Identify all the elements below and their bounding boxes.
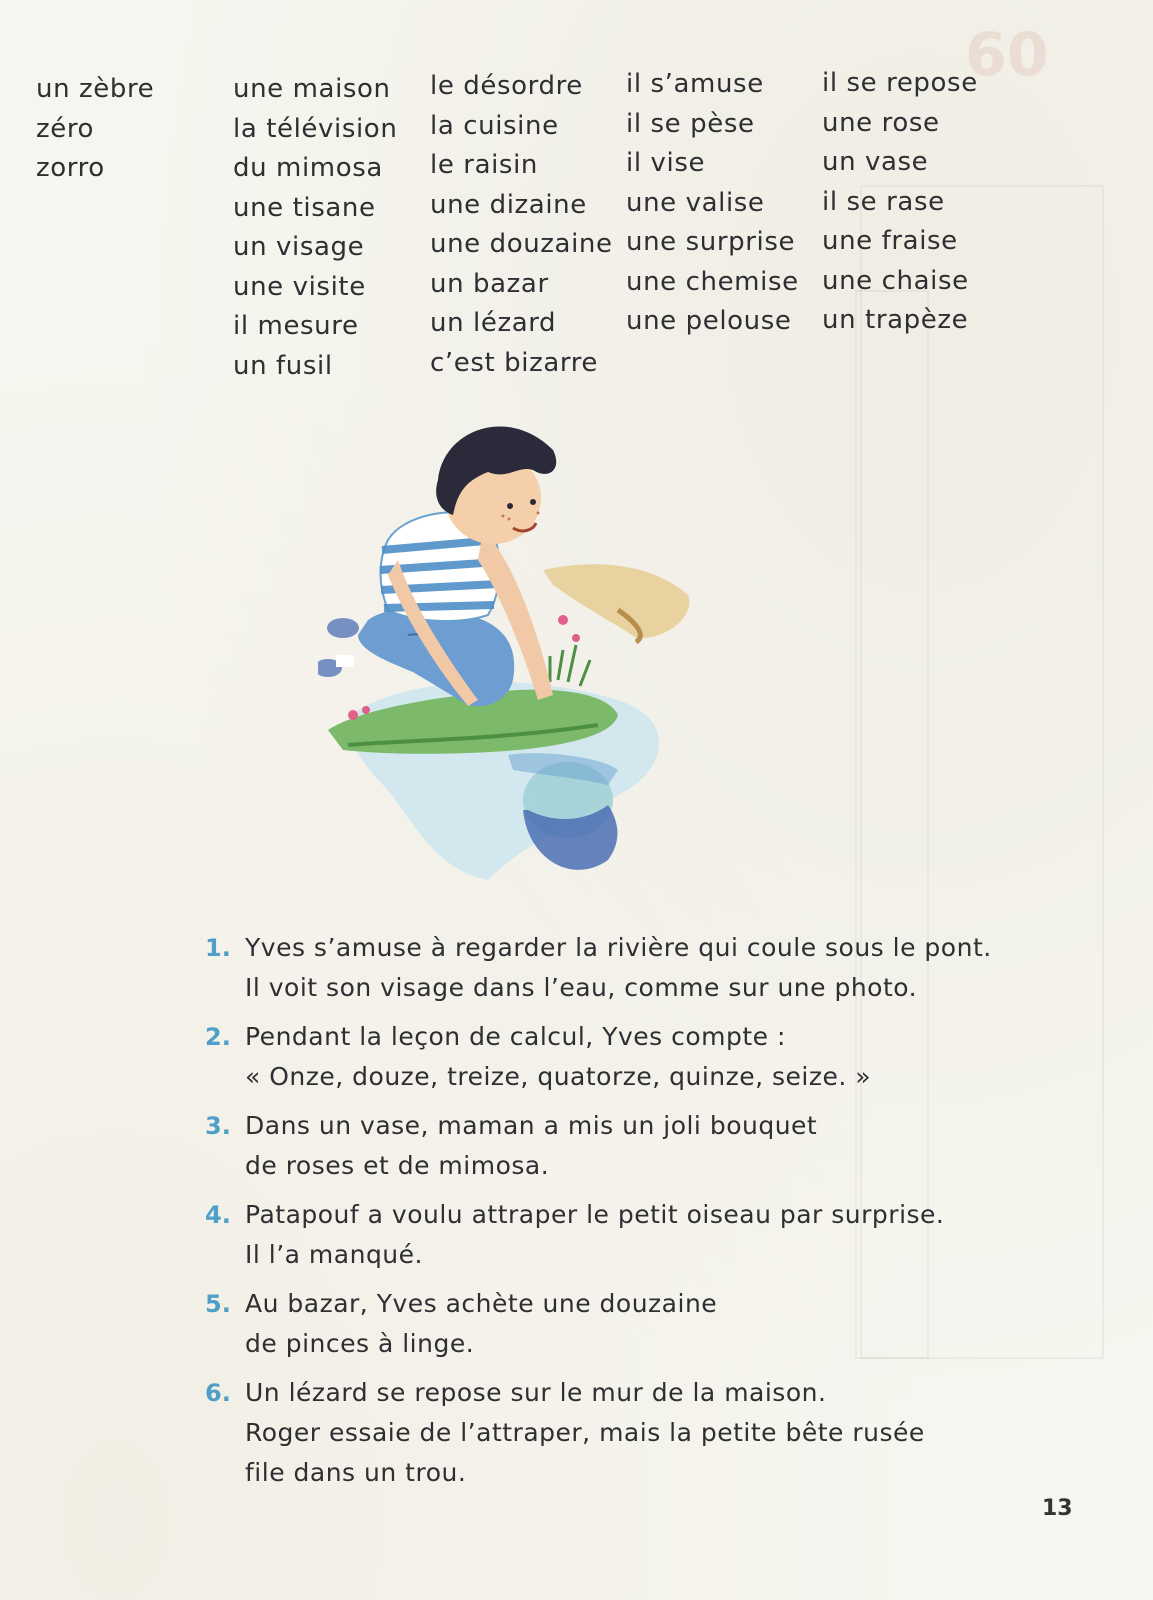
sentence-line: Roger essaie de l’attraper, mais la petite bête rusée (245, 1418, 925, 1447)
word: un visage (233, 232, 365, 262)
flower (572, 634, 580, 642)
word: un vase (822, 147, 929, 177)
boy-reflection-illustration (318, 410, 718, 910)
word: un fusil (233, 350, 333, 381)
word-column-4 (626, 65, 799, 342)
freckle (502, 515, 505, 518)
word: une tisane (233, 192, 376, 223)
word: zorro (36, 153, 105, 183)
sentence-number: 5. (205, 1290, 231, 1318)
eye (507, 503, 513, 509)
sentence-line: de pinces à linge. (245, 1329, 475, 1358)
sentence-4 (205, 1195, 1105, 1275)
word: du mimosa (233, 153, 383, 183)
show-through-heading: 60 (965, 20, 1049, 90)
page-number: 13 (1042, 1496, 1073, 1521)
word: c’est bizarre (430, 347, 599, 378)
sentence-number: 1. (205, 934, 231, 962)
word: un bazar (430, 268, 549, 299)
word: il se repose (822, 68, 978, 98)
sentence-line: Yves s’amuse à regarder la rivière qui coule sous le pont. (245, 933, 992, 962)
eye (530, 499, 536, 505)
sentence-line: « Onze, douze, treize, quatorze, quinze, seize. » (245, 1062, 872, 1091)
sentence-line: file dans un trou. (245, 1458, 467, 1487)
word: il se pèse (626, 108, 755, 139)
word-column-1 (36, 70, 154, 189)
sentence-2 (205, 1017, 1105, 1097)
word: une fraise (822, 226, 958, 256)
word: un trapèze (822, 305, 969, 335)
word-column-3 (430, 67, 613, 383)
word: il mesure (233, 311, 359, 341)
word: une rose (822, 107, 940, 138)
flower (348, 710, 358, 720)
sentence-line: Patapouf a voulu attraper le petit oiseau par surprise. (245, 1200, 945, 1229)
word: la cuisine (430, 110, 559, 141)
word: il s’amuse (626, 69, 764, 99)
shoe (327, 618, 359, 638)
word: une dizaine (430, 189, 587, 220)
word: le raisin (430, 150, 538, 180)
sentence-line: Pendant la leçon de calcul, Yves compte : (245, 1022, 786, 1051)
sentence-line: Il voit son visage dans l’eau, comme sur une photo. (245, 973, 918, 1002)
word: une chaise (822, 265, 969, 296)
grass-tuft (550, 645, 590, 686)
word: la télévision (233, 113, 398, 144)
word: une surprise (626, 227, 796, 257)
sentence-line: de roses et de mimosa. (245, 1151, 550, 1180)
sentence-number: 3. (205, 1112, 231, 1140)
word: un zèbre (36, 74, 155, 104)
word: une douzaine (430, 229, 613, 259)
word: zéro (36, 113, 95, 144)
sentence-line: Un lézard se repose sur le mur de la maison. (245, 1378, 827, 1407)
freckle (508, 518, 511, 521)
sentence-line: Il l’a manqué. (245, 1240, 423, 1269)
reading-sentences (205, 928, 1105, 1502)
sock (336, 655, 354, 667)
word: une visite (233, 271, 366, 302)
riverbank (543, 564, 689, 638)
sentence-6 (205, 1373, 1105, 1493)
sentence-1 (205, 928, 1105, 1008)
sentence-5 (205, 1284, 1105, 1364)
word: une maison (233, 74, 391, 104)
word: une pelouse (626, 306, 792, 336)
sentence-number: 6. (205, 1379, 231, 1407)
sentence-line: Au bazar, Yves achète une douzaine (245, 1289, 718, 1318)
word: une valise (626, 187, 765, 218)
word: il se rase (822, 186, 945, 217)
word-column-5 (822, 64, 978, 341)
sentence-line: Dans un vase, maman a mis un joli bouquet (245, 1111, 818, 1140)
flower (558, 615, 568, 625)
sentence-number: 2. (205, 1023, 231, 1051)
word: il vise (626, 148, 706, 178)
sentence-3 (205, 1106, 1105, 1186)
freckle (537, 512, 540, 515)
word: le désordre (430, 71, 583, 101)
word-column-2 (233, 70, 397, 386)
word: une chemise (626, 266, 799, 297)
word: un lézard (430, 308, 557, 338)
sentence-number: 4. (205, 1201, 231, 1229)
flower (362, 706, 370, 714)
